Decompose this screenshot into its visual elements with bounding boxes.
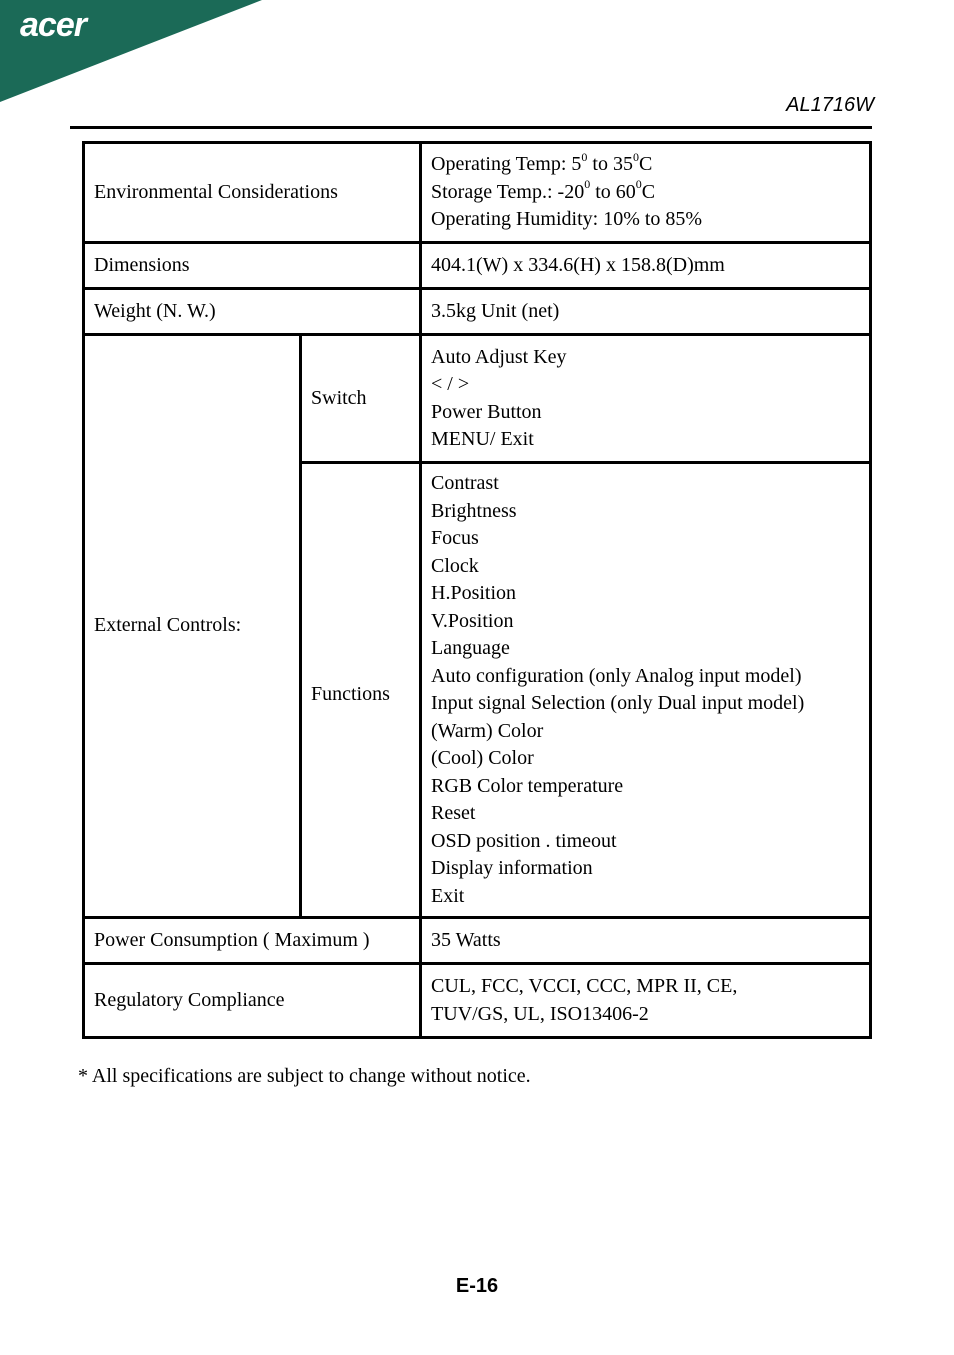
list-item: Reset xyxy=(431,802,476,824)
model-number: AL1716W xyxy=(786,94,874,116)
storage-temp: Storage Temp.: $-20^0$ to $60^0C$ xyxy=(431,177,656,203)
table-row xyxy=(84,243,871,289)
list-item: Language xyxy=(431,637,510,659)
function-items xyxy=(421,463,871,918)
header-rule xyxy=(70,126,872,129)
switch-items xyxy=(421,335,871,463)
regulatory-value xyxy=(421,964,871,1038)
list-item: (Cool) Color xyxy=(431,747,534,769)
table-row xyxy=(84,918,871,964)
switch-label: Switch xyxy=(301,335,421,463)
weight-label: Weight (N. W.) xyxy=(84,289,421,335)
power-value: 35 Watts xyxy=(421,918,871,964)
table-row xyxy=(84,289,871,335)
list-item: Auto configuration (only Analog input model) xyxy=(431,664,802,687)
list-item: V.Position xyxy=(431,609,514,632)
page-number: E-16 xyxy=(455,1275,499,1297)
table-row xyxy=(84,964,871,1038)
operating-temp: Operating Temp: $5^0$ to $35^0C$ xyxy=(431,149,653,176)
list-item: Power Button xyxy=(431,400,542,423)
footnote: * All specifications are subject to change without notice. xyxy=(78,1065,531,1087)
list-item: Clock xyxy=(431,554,479,577)
list-item: RGB Color temperature xyxy=(431,774,624,797)
acer-logo: acer xyxy=(20,6,86,44)
list-item: Auto Adjust Key xyxy=(431,345,567,368)
list-item: (Warm) Color xyxy=(431,719,544,742)
list-item: MENU/ Exit xyxy=(431,428,534,450)
power-label: Power Consumption ( Maximum ) xyxy=(84,918,421,964)
table-row xyxy=(84,335,871,463)
weight-value: 3.5kg Unit (net) xyxy=(421,289,871,335)
env-values xyxy=(421,143,871,243)
list-item: Contrast xyxy=(431,472,499,494)
list-item: < / > xyxy=(431,373,470,395)
regulatory-label: Regulatory Compliance xyxy=(84,964,421,1038)
env-label: Environmental Considerations xyxy=(84,143,421,243)
list-item: Input signal Selection (only Dual input model) xyxy=(431,692,805,714)
list-item: Display information xyxy=(431,857,593,879)
list-item: H.Position xyxy=(431,582,517,604)
spec-table xyxy=(82,141,872,1039)
list-item: TUV/GS, UL, ISO13406-2 xyxy=(431,1002,649,1025)
list-item: Exit xyxy=(431,884,465,907)
list-item: Focus xyxy=(431,527,479,549)
operating-humidity: Operating Humidity: 10% to 85% xyxy=(431,208,703,231)
list-item: Brightness xyxy=(431,499,517,522)
list-item: CUL, FCC, VCCI, CCC, MPR II, CE, xyxy=(431,975,738,997)
list-item: OSD position . timeout xyxy=(431,829,617,852)
table-row xyxy=(84,143,871,243)
external-controls-label: External Controls: xyxy=(84,335,301,918)
functions-label: Functions xyxy=(301,463,421,918)
dimensions-label: Dimensions xyxy=(84,243,421,289)
dimensions-value: 404.1(W) x 334.6(H) x 158.8(D)mm xyxy=(421,243,871,289)
